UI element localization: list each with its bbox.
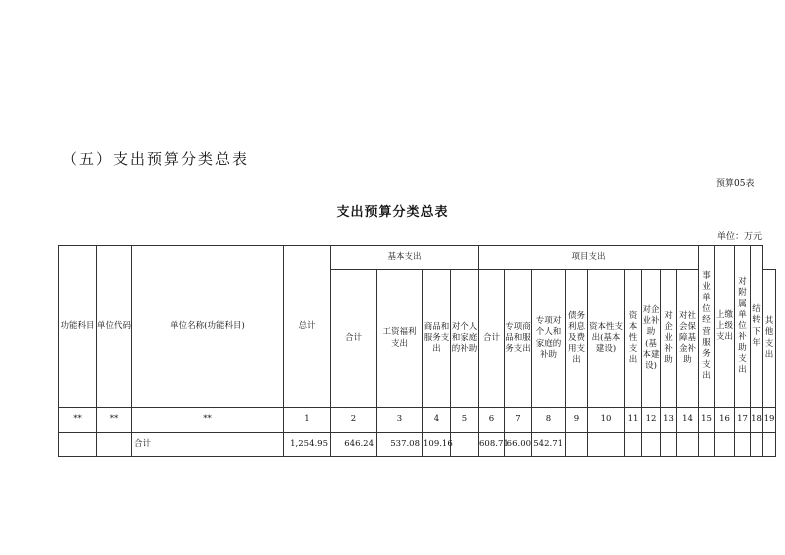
capital-value bbox=[625, 433, 642, 457]
header-superior: 上缴上级支出 bbox=[715, 246, 735, 408]
total-row-label: 合计 bbox=[132, 433, 284, 457]
budget-table bbox=[58, 245, 776, 457]
header-salary: 工资福利支出 bbox=[377, 270, 423, 408]
index-cell: 14 bbox=[677, 408, 699, 433]
index-cell: 7 bbox=[505, 408, 532, 433]
index-cell: 9 bbox=[566, 408, 588, 433]
carry-value bbox=[763, 433, 776, 457]
social-value bbox=[677, 433, 699, 457]
index-cell: 5 bbox=[451, 408, 479, 433]
index-cell: 6 bbox=[479, 408, 505, 433]
header-unit-code: 单位代码 bbox=[97, 246, 132, 408]
header-capital-base: 资本性支出(基本建设) bbox=[588, 270, 625, 408]
unit-label: 单位：万元 bbox=[717, 232, 763, 242]
project-sum-value: 608.71 bbox=[479, 433, 505, 457]
personal-value bbox=[451, 433, 479, 457]
section-title: （五）支出预算分类总表 bbox=[62, 150, 250, 168]
basic-sum-value: 646.24 bbox=[331, 433, 377, 457]
index-cell: 8 bbox=[532, 408, 566, 433]
debt-value bbox=[566, 433, 588, 457]
business-value bbox=[715, 433, 735, 457]
index-cell: 19 bbox=[763, 408, 776, 433]
header-enterprise: 对企业补助 bbox=[661, 270, 677, 408]
index-cell: 10 bbox=[588, 408, 625, 433]
index-cell: 1 bbox=[284, 408, 331, 433]
header-project-goods: 专项商品和服务支出 bbox=[505, 270, 532, 408]
header-basic-expenditure: 基本支出 bbox=[331, 246, 479, 270]
header-affiliate: 对附属单位补助支出 bbox=[735, 246, 751, 408]
header-total: 总计 bbox=[284, 246, 331, 408]
header-goods: 商品和服务支出 bbox=[423, 270, 451, 408]
header-project-personal: 专项对个人和家庭的补助 bbox=[532, 270, 566, 408]
form-number: 预算05表 bbox=[716, 179, 755, 189]
header-project-expenditure: 项目支出 bbox=[479, 246, 699, 270]
capital-base-value bbox=[588, 433, 625, 457]
index-cell: 11 bbox=[625, 408, 642, 433]
index-cell: 18 bbox=[751, 408, 763, 433]
enterprise-base-value bbox=[642, 433, 661, 457]
header-debt: 债务利息及费用支出 bbox=[566, 270, 588, 408]
superior-value bbox=[735, 433, 751, 457]
index-cell: ** bbox=[132, 408, 284, 433]
header-unit-name: 单位名称(功能科目) bbox=[132, 246, 284, 408]
index-cell: 17 bbox=[735, 408, 751, 433]
header-func-code: 功能科目 bbox=[59, 246, 97, 408]
header-basic-sum: 合计 bbox=[331, 270, 377, 408]
salary-value: 537.08 bbox=[377, 433, 423, 457]
project-personal-value: 542.71 bbox=[532, 433, 566, 457]
index-cell: 2 bbox=[331, 408, 377, 433]
index-cell: 13 bbox=[661, 408, 677, 433]
func-code-cell bbox=[59, 433, 97, 457]
index-row bbox=[59, 408, 776, 433]
index-cell: 16 bbox=[715, 408, 735, 433]
index-cell: ** bbox=[59, 408, 97, 433]
affiliate-value bbox=[751, 433, 763, 457]
unit-code-cell bbox=[97, 433, 132, 457]
index-cell: 3 bbox=[377, 408, 423, 433]
header-enterprise-base: 对企业补助(基本建设) bbox=[642, 270, 661, 408]
header-capital: 资本性支出 bbox=[625, 270, 642, 408]
table-title: 支出预算分类总表 bbox=[336, 205, 449, 220]
index-cell: ** bbox=[97, 408, 132, 433]
index-cell: 15 bbox=[699, 408, 715, 433]
header-social: 对社会保障基金补助 bbox=[677, 270, 699, 408]
index-cell: 4 bbox=[423, 408, 451, 433]
enterprise-value bbox=[661, 433, 677, 457]
header-personal: 对个人和家庭的补助 bbox=[451, 270, 479, 408]
header-project-sum: 合计 bbox=[479, 270, 505, 408]
header-carry: 结转下年 bbox=[751, 246, 763, 408]
goods-value: 109.16 bbox=[423, 433, 451, 457]
header-other: 其他支出 bbox=[763, 270, 776, 408]
header-business: 事业单位经营服务支出 bbox=[699, 246, 715, 408]
total-row bbox=[59, 433, 776, 457]
index-cell: 12 bbox=[642, 408, 661, 433]
other-value bbox=[699, 433, 715, 457]
project-goods-value: 66.00 bbox=[505, 433, 532, 457]
total-value: 1,254.95 bbox=[284, 433, 331, 457]
